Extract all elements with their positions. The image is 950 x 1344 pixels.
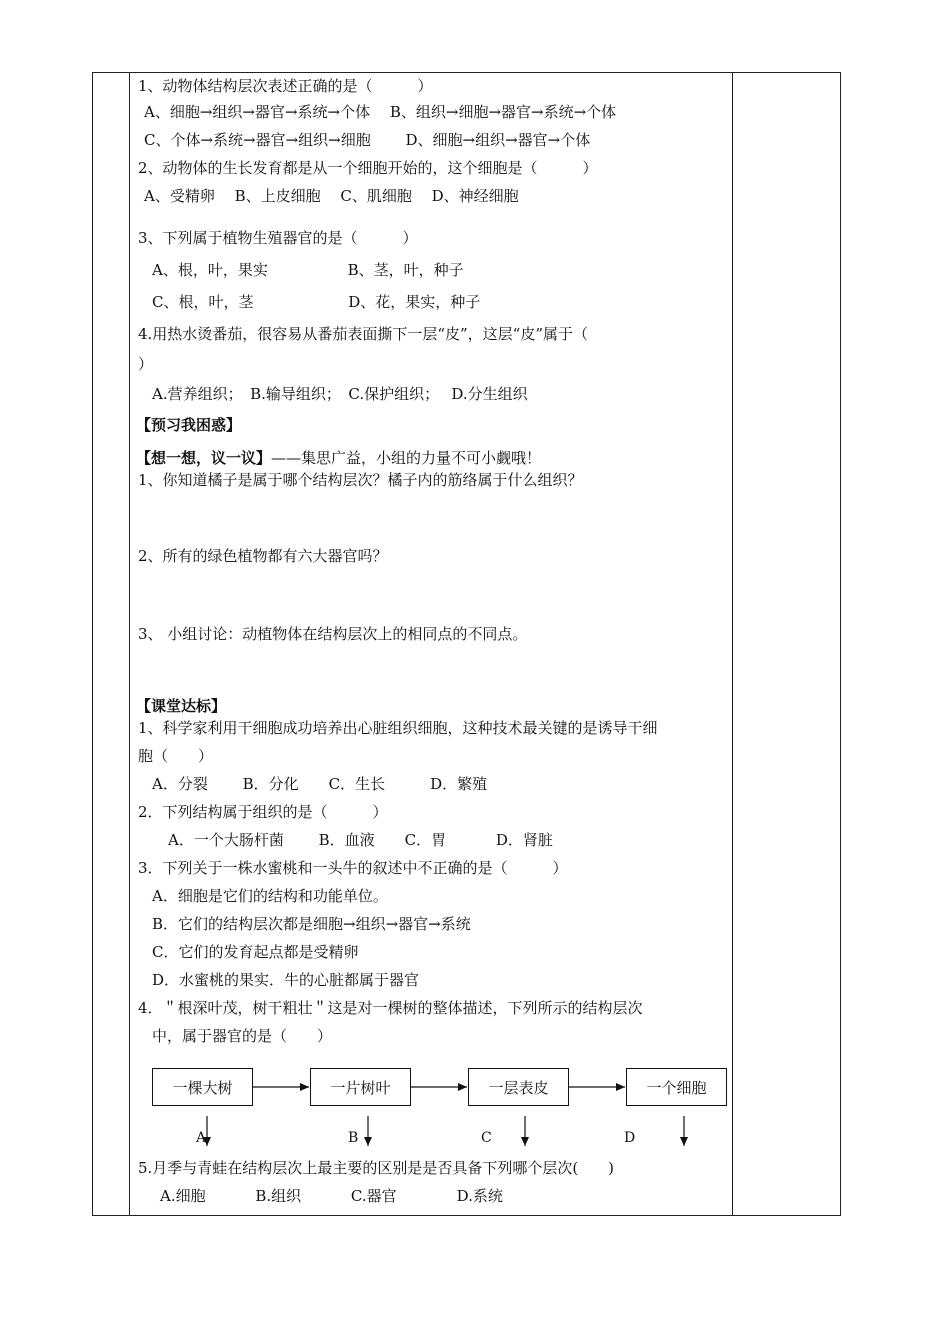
heading-think-subtitle: ——集思广益，小组的力量不可小觑哦！ xyxy=(271,449,542,467)
diagram-box-epidermis: 一层表皮 xyxy=(468,1068,569,1106)
class-question-5-options: A.细胞 B.组织 C.器官 D.系统 xyxy=(160,1187,503,1205)
class-question-3-option-c: C．它们的发育起点都是受精卵 xyxy=(152,943,359,961)
heading-class: 【课堂达标】 xyxy=(136,697,227,715)
class-question-4-continued: 中，属于器官的是（ ） xyxy=(152,1027,333,1045)
diagram-box-tree: 一棵大树 xyxy=(152,1068,253,1106)
heading-think-title: 【想一想，议一议】 xyxy=(136,449,272,467)
question-4-options: A.营养组织； B.输导组织； C.保护组织； D.分生组织 xyxy=(152,385,528,403)
question-2-options: A、受精卵 B、上皮细胞 C、肌细胞 D、神经细胞 xyxy=(144,187,519,205)
class-question-1-continued: 胞（ ） xyxy=(138,747,214,765)
question-3-options-ab: A、根，叶，果实 B、茎，叶，种子 xyxy=(152,261,464,279)
class-question-3-option-b: B．它们的结构层次都是细胞→组织→器官→系统 xyxy=(152,915,471,933)
class-question-3-option-a: A．细胞是它们的结构和功能单位。 xyxy=(152,887,388,905)
question-1-options-cd: C、个体→系统→器官→组织→细胞 D、细胞→组织→器官→个体 xyxy=(144,131,591,149)
think-question-2: 2、所有的绿色植物都有六大器官吗？ xyxy=(138,547,388,565)
question-3: 3、下列属于植物生殖器官的是（ ） xyxy=(138,229,418,247)
question-2: 2、动物体的生长发育都是从一个细胞开始的，这个细胞是（ ） xyxy=(138,159,598,177)
class-question-5: 5.月季与青蛙在结构层次上最主要的区别是是否具备下列哪个层次( ) xyxy=(138,1159,615,1177)
question-1-options-ab: A、细胞→组织→器官→系统→个体 B、组织→细胞→器官→系统→个体 xyxy=(144,103,617,121)
class-question-4: 4．＂根深叶茂，树干粗壮＂这是对一棵树的整体描述，下列所示的结构层次 xyxy=(138,999,643,1017)
class-question-1-options: A．分裂 B．分化 C．生长 D．繁殖 xyxy=(152,775,488,793)
diagram-label-d: D xyxy=(624,1130,636,1146)
diagram-box-cell: 一个细胞 xyxy=(626,1068,727,1106)
diagram-label-a: A xyxy=(196,1130,207,1146)
question-3-options-cd: C、根，叶，茎 D、花，果实，种子 xyxy=(152,293,481,311)
class-question-2: 2．下列结构属于组织的是（ ） xyxy=(138,803,388,821)
diagram-label-c: C xyxy=(481,1130,492,1146)
class-question-1: 1、科学家利用干细胞成功培养出心脏组织细胞，这种技术最关键的是诱导干细 xyxy=(138,719,658,737)
question-4-continued: ） xyxy=(138,355,154,373)
heading-confuse: 【预习我困惑】 xyxy=(136,416,242,434)
think-question-1: 1、你知道橘子是属于哪个结构层次？橘子内的筋络属于什么组织？ xyxy=(138,471,583,489)
think-question-3: 3、 小组讨论：动植物体在结构层次上的相同点的不同点。 xyxy=(138,625,528,643)
class-question-3-option-d: D．水蜜桃的果实．牛的心脏都属于器官 xyxy=(152,971,420,989)
class-question-3: 3．下列关于一株水蜜桃和一头牛的叙述中不正确的是（ ） xyxy=(138,859,568,877)
class-question-2-options: A．一个大肠杆菌 B．血液 C．胃 D．肾脏 xyxy=(168,831,553,849)
diagram-label-b: B xyxy=(348,1130,359,1146)
diagram-box-leaf: 一片树叶 xyxy=(310,1068,411,1106)
question-1: 1、动物体结构层次表述正确的是（ ） xyxy=(138,77,433,95)
question-4: 4.用热水烫番茄，很容易从番茄表面撕下一层“皮”，这层“皮”属于（ xyxy=(138,325,588,343)
